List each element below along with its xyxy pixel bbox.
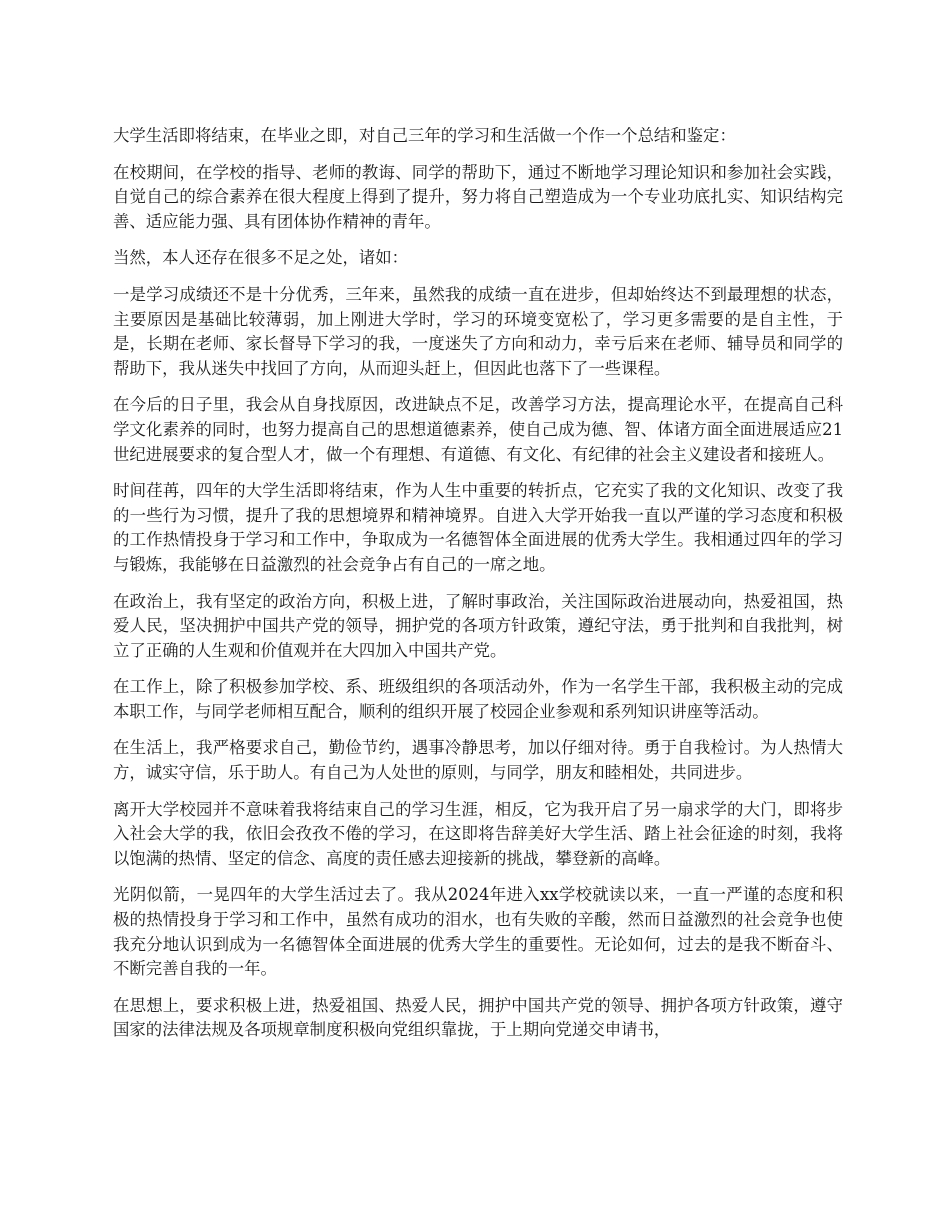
paragraph-ideology: 在思想上，要求积极上进，热爱祖国、热爱人民，拥护中国共产党的领导、拥护各项方针政策，遵守国家的法律法规及各项规章制度积极向党组织靠拢，于上期向党递交申请书，: [113, 995, 843, 1040]
paragraph-intro: 大学生活即将结束，在毕业之即，对自己三年的学习和生活做一个作一个总结和鉴定：: [113, 126, 736, 145]
paragraph-time-flies: 光阴似箭，一晃四年的大学生活过去了。我从2024年进入xx学校就读以来，一直一严谨的态度和积极的热情投身于学习和工作中，虽然有成功的泪水，也有失败的辛酸，然而日益激烈的社会竞争也使我充分地认识到成为一名德智体全面进展的优秀大学生的重要性。无论如何，过去的是我不断奋斗、不断完善自我的一年。: [113, 885, 843, 979]
paragraph-life: 在生活上，我严格要求自己，勤俭节约，遇事冷静思考，加以仔细对待。勇于自我检讨。为人热情大方，诚实守信，乐于助人。有自己为人处世的原则，与同学，朋友和睦相处，共同进步。: [113, 738, 843, 783]
paragraph-four-years: 时间荏苒，四年的大学生活即将结束，作为人生中重要的转折点，它充实了我的文化知识、改变了我的一些行为习惯，提升了我的思想境界和精神境界。自进入大学开始我一直以严谨的学习态度和积极的工作热情投身于学习和工作中，争取成为一名德智体全面进展的优秀大学生。我相通过四年的学习与锻炼，我能够在日益激烈的社会竞争占有自己的一席之地。: [113, 481, 843, 574]
paragraph-study-grades: 一是学习成绩还不是十分优秀，三年来，虽然我的成绩一直在进步，但却始终达不到最理想的状态，主要原因是基础比较薄弱，加上刚进大学时，学习的环境变宽松了，学习更多需要的是自主性，于是，长期在老师、家长督导下学习的我，一度迷失了方向和动力，幸亏后来在老师、辅导员和同学的帮助下，我从迷失中找回了方向，从而迎头赶上，但因此也落下了一些课程。: [113, 284, 843, 378]
paragraph-future-plans: 在今后的日子里，我会从自身找原因，改进缺点不足，改善学习方法，提高理论水平，在提高自己科学文化素养的同时，也努力提高自己的思想道德素养，使自己成为德、智、体诸方面全面进展适应21世纪进展要求的复合型人才，做一个有理想、有道德、有文化、有纪律的社会主义建设者和接班人。: [113, 395, 843, 464]
paragraph-shortcomings-intro: 当然，本人还存在很多不足之处，诸如：: [113, 248, 409, 268]
paragraph-politics: 在政治上，我有坚定的政治方向，积极上进，了解时事政治，关注国际政治进展动向，热爱祖国，热爱人民，坚决拥护中国共产党的领导，拥护党的各项方针政策，遵纪守法，勇于批判和自我批判，树立了正确的人生观和价值观并在大四加入中国共产党。: [113, 591, 843, 660]
paragraph-school-period: 在校期间，在学校的指导、老师的教诲、同学的帮助下，通过不断地学习理论知识和参加社会实践，自觉自己的综合素养在很大程度上得到了提升，努力将自己塑造成为一个专业功底扎实、知识结构完善、适应能力强、具有团体协作精神的青年。: [113, 162, 843, 231]
document-body: [113, 124, 843, 1055]
paragraph-work: 在工作上，除了积极参加学校、系、班级组织的各项活动外，作为一名学生干部，我积极主动的完成本职工作，与同学老师相互配合，顺利的组织开展了校园企业参观和系列知识讲座等活动。: [113, 677, 843, 721]
paragraph-leaving-campus: 离开大学校园并不意味着我将结束自己的学习生涯，相反，它为我开启了另一扇求学的大门，即将步入社会大学的我，依旧会孜孜不倦的学习，在这即将告辞美好大学生活、踏上社会征途的时刻，我将以饱满的热情、坚定的信念、高度的责任感去迎接新的挑战，攀登新的高峰。: [113, 799, 843, 868]
